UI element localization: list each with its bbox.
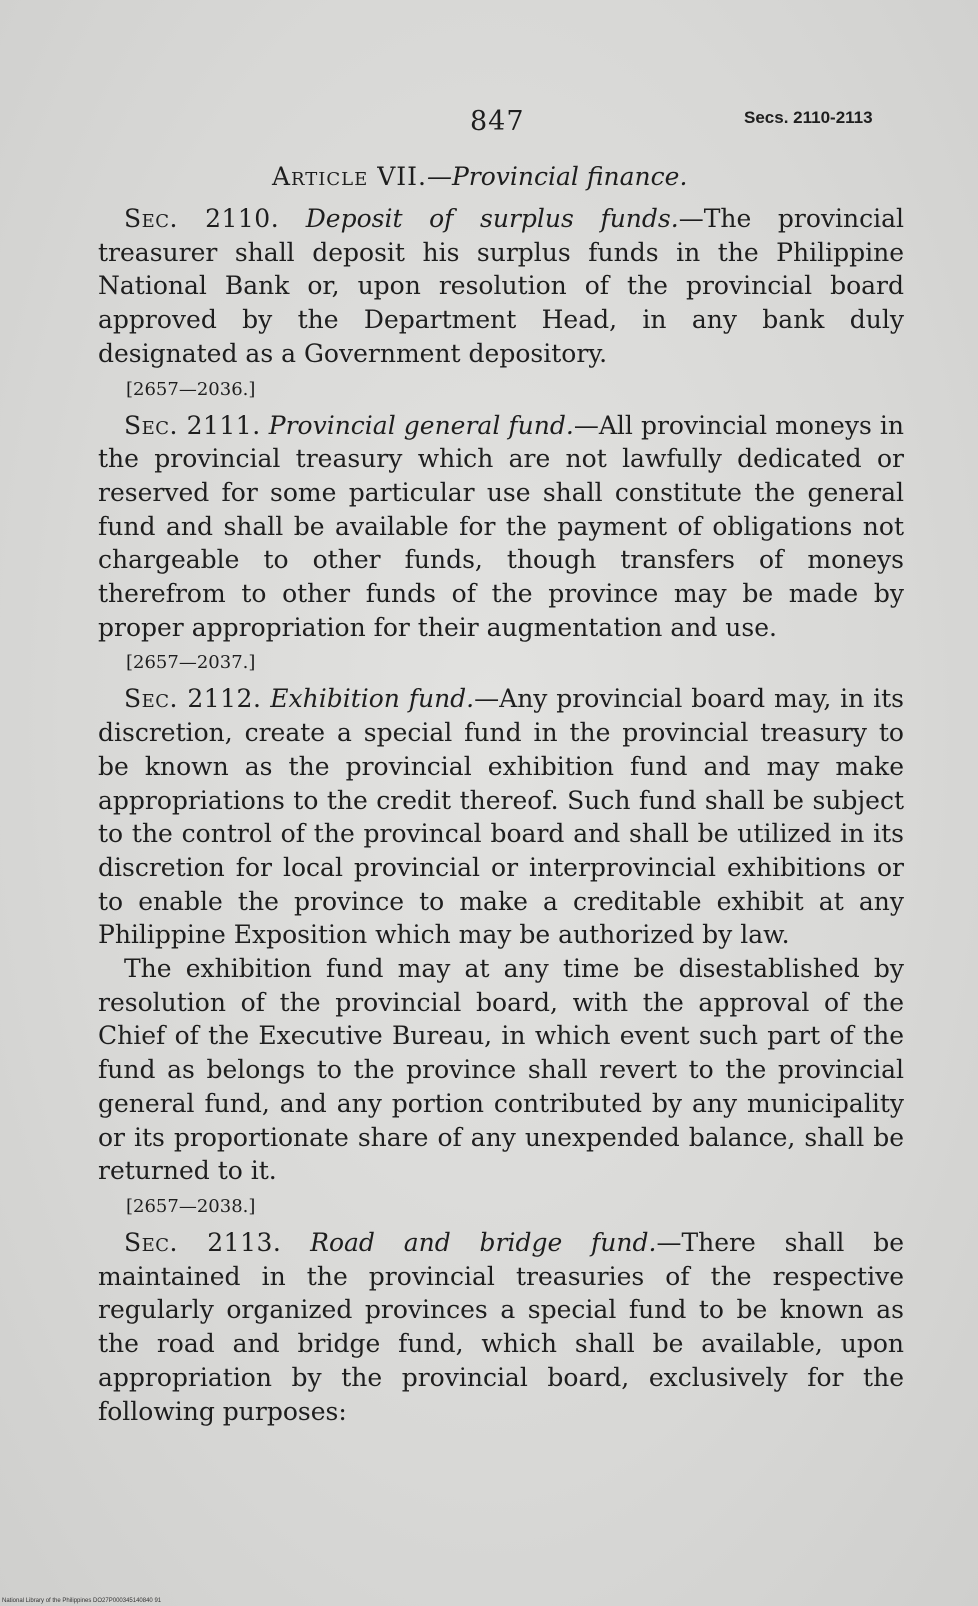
- scan-footer: National Library of the Philippines DO27P000345140840 91: [2, 1598, 162, 1604]
- citation: [2657—2037.]: [126, 652, 256, 674]
- article-heading: [272, 162, 687, 191]
- article-label: Article VII.: [272, 162, 427, 191]
- body-text: [98, 202, 904, 1428]
- article-title: —Provincial finance.: [426, 162, 688, 191]
- running-head: Secs. 2110-2113: [744, 108, 873, 127]
- section-2113: [98, 1226, 904, 1428]
- citation: [2657—2038.]: [126, 1195, 256, 1217]
- section-2110: [98, 202, 904, 371]
- section-text: —Any provincial board may, in its discretion, create a special fund in the provincial treasury to be known as the provincial exhibition fund and may make appropriations to the credit thereof. Such fund shall be subject to the control of the provincal board and shall be utilized in its discretion for local provincial or interprovincial exhibitions or to enable the province to make a creditable exhibit at any Philippine Exposition which may be authorized by law.: [98, 684, 904, 950]
- section-title: Deposit of surplus funds.: [305, 204, 679, 233]
- section-label: Sec. 2112.: [124, 684, 262, 714]
- section-text: —All provincial moneys in the provincial treasury which are not lawfully dedicated or reserved for some particular use shall constitute the general fund and shall be available for the payment of obligations not chargeable to other funds, though transfers of moneys therefrom to other funds of the province may be made by proper appropriation for their augmentation and use.: [98, 410, 904, 642]
- citation: [2657—2036.]: [126, 378, 256, 400]
- section-2112-paragraph-2: The exhibition fund may at any time be disestablished by resolution of the provincial board, with the approval of the Chief of the Executive Bureau, in which event such part of the fund as belongs to the province shall revert to the provincial general fund, and any portion contributed by any municipality or its proportionate share of any unexpended balance, shall be returned to it.: [98, 954, 904, 1186]
- section-2112: [98, 682, 904, 952]
- section-label: Sec. 2111.: [124, 410, 261, 440]
- section-text: —The provincial treasurer shall deposit his surplus funds in the Philippine National Bank or, upon resolution of the provincial board approved by the Department Head, in any bank duly designated as a Government depository.: [98, 204, 904, 368]
- page-number: 847: [470, 106, 525, 137]
- section-text: —There shall be maintained in the provincial treasuries of the respective regularly organized provinces a special fund to be known as the road and bridge fund, which shall be available, upon appropriation by the provincial board, exclusively for the following purposes:: [98, 1227, 904, 1426]
- section-2111: [98, 409, 904, 645]
- section-title: Provincial general fund.: [268, 410, 574, 440]
- section-label: Sec. 2113.: [124, 1227, 282, 1257]
- section-label: Sec. 2110.: [124, 204, 280, 233]
- section-title: Road and bridge fund.: [310, 1227, 657, 1257]
- section-title: Exhibition fund.: [270, 684, 475, 714]
